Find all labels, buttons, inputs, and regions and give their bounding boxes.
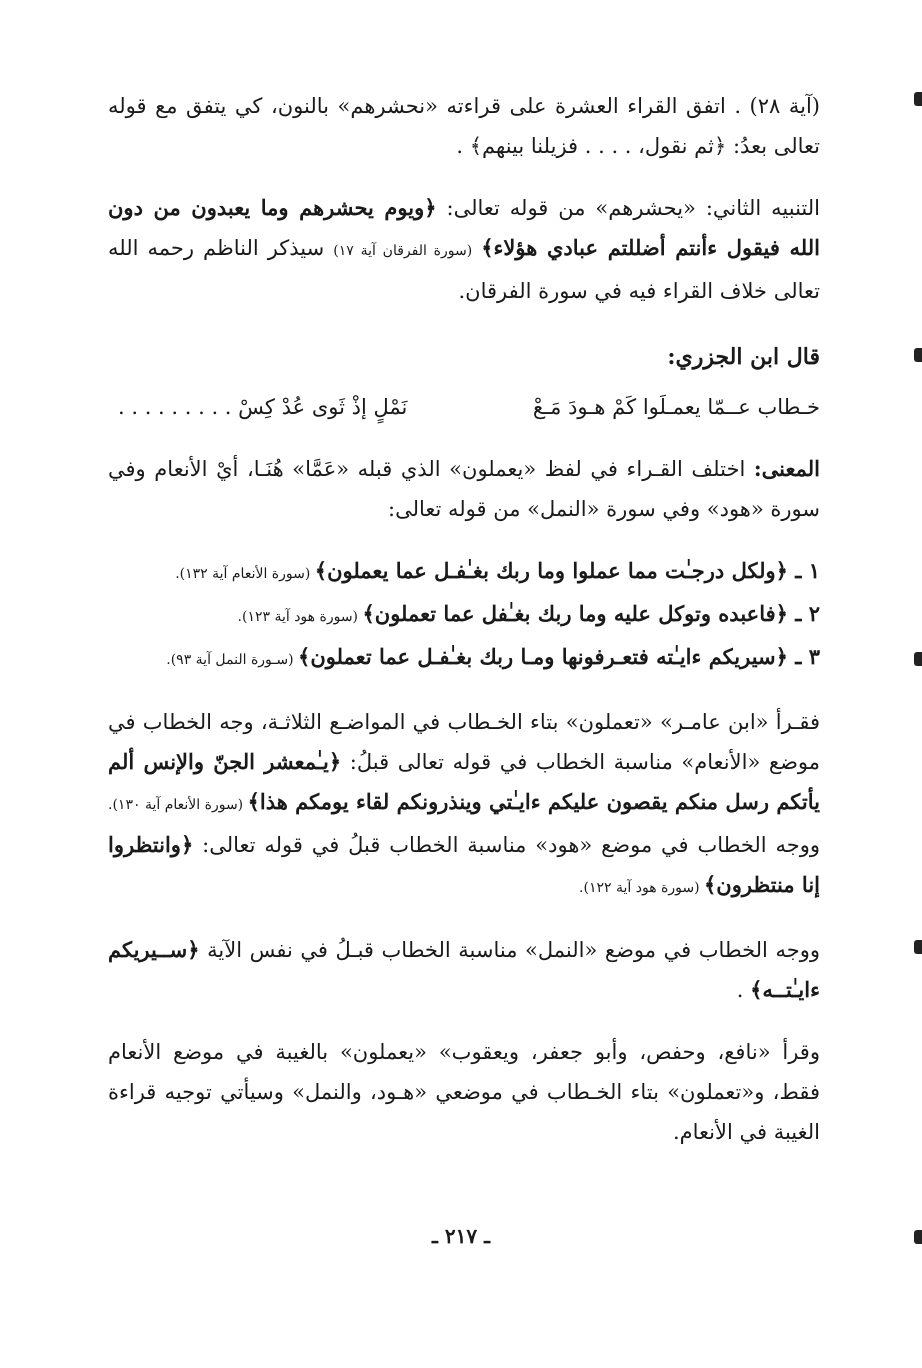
paragraph-other-readers: وقرأ «نافع، وحفص، وأبو جعفر، ويعقوب» «يعملون» بالغيبة في موضع الأنعام فقط، و«تعملون» بتاء الخـطاب في موضعي «هـود، والنمل» وسيأتي توجيه قراءة الغيبة في الأنعام. [108,1040,820,1144]
second-note-intro: التنبيه الثاني: «يحشرهم» من قوله تعالى: [436,196,820,220]
paragraph-naml [108,930,820,1010]
verse-reference: (سورة الأنعام آية ١٣٢). [175,566,315,582]
page-edge-mark [914,92,922,106]
page-number: ـ ٢١٧ ـ [432,1224,490,1248]
verse-reference: (سـورة النمل آية ٩٣). [166,652,299,668]
paragraph-intro: (آية ٢٨) . اتفق القراء العشرة على قراءته «نحشرهم» بالنون، كي يتفق مع قوله تعالى بعدُ: ﴿ثم نقول، . . . . فزيلنا بينهم﴾ . [108,94,820,158]
naml-end: . [736,978,751,1002]
paragraph-ibn-amer [108,702,820,908]
verse-reference: (سورة الأنعام آية ١٣٠). [108,797,248,813]
list-item [108,594,820,637]
ibn-amer-text-continued: ووجه الخطاب في موضع «هود» مناسبة الخطاب قبلُ في قوله تعالى: [193,833,820,857]
quran-verse: ﴿ســيريكم ءايـٰتــه﴾ [108,937,820,1002]
page-edge-mark [914,348,922,362]
verse-reference: (سورة الفرقان آية ١٧) [333,243,473,259]
poem-hemistich-first: خـطاب عــمّا يعمـلَوا كَمْ هـودَ مَـعْ [532,395,820,419]
paragraph-meaning [108,449,820,529]
quran-verse: ﴿فاعبده وتوكل عليه وما ربك بغـٰفل عما تعملون﴾ [362,601,788,626]
page-body [108,86,820,1276]
list-item [108,637,820,680]
poem-hemistich-second: نَمْلٍ إذْ ثَوى عُدْ كِسْ . . . . . . . . . [118,395,408,419]
quran-verse: ﴿يـٰمعشر الجنّ والإنس ألم يأتكم رسل منكم يقصون عليكم ءايـٰتي وينذرونكم لقاء يومكم هذا﴾ [108,749,820,814]
page-edge-mark [914,940,922,954]
page-edge-mark [914,652,922,666]
second-note-rest: سيذكر الناظم رحمه الله تعالى خلاف القراء فيه في سورة الفرقان. [108,236,820,303]
item-number: ١ ـ [787,558,820,583]
poem-verse [108,387,820,427]
item-number: ٢ ـ [787,601,820,626]
quran-verse: ﴿ويوم يحشرهم وما يعبدون من دون الله فيقول ءأنتم أضللتم عبادي هؤلاء﴾ [108,195,820,260]
quran-verse: ﴿وانتظروا إنا منتظرون﴾ [108,832,820,897]
naml-text: ووجه الخطاب في موضع «النمل» مناسبة الخطاب قبـلُ في نفس الآية [199,938,820,962]
section-heading: قال ابن الجزري: [667,344,820,370]
meaning-label: المعنى: [753,456,820,481]
quran-verse: ﴿ولكل درجـٰت مما عملوا وما ربك بغـٰفـل عما يعملون﴾ [314,558,788,583]
item-number: ٣ ـ [787,644,820,669]
verse-reference: (سورة هود آية ١٢٣). [237,609,363,625]
verse-reference: (سورة هود آية ١٢٢). [579,880,704,896]
paragraph-second-note [108,188,820,311]
quran-verse: ﴿سيريكم ءايـٰته فتعـرفونها ومـا ربك بغـٰفـل عما تعملون﴾ [298,644,788,669]
list-item [108,551,820,594]
meaning-text: اختلف القـراء في لفظ «يعملون» الذي قبله «عَمَّا» هُنَـا، أيْ الأنعام وفي سورة «هود» وفي سورة «النمل» من قوله تعالى: [108,457,820,521]
ibn-amer-text: فقـرأ «ابن عامـر» «تعملون» بتاء الخـطاب في المواضـع الثلاثـة، وجه الخطاب في موضع «الأنعام» مناسبة الخطاب في قوله تعالى قبلُ: [108,710,820,774]
page-edge-mark [914,1230,922,1244]
